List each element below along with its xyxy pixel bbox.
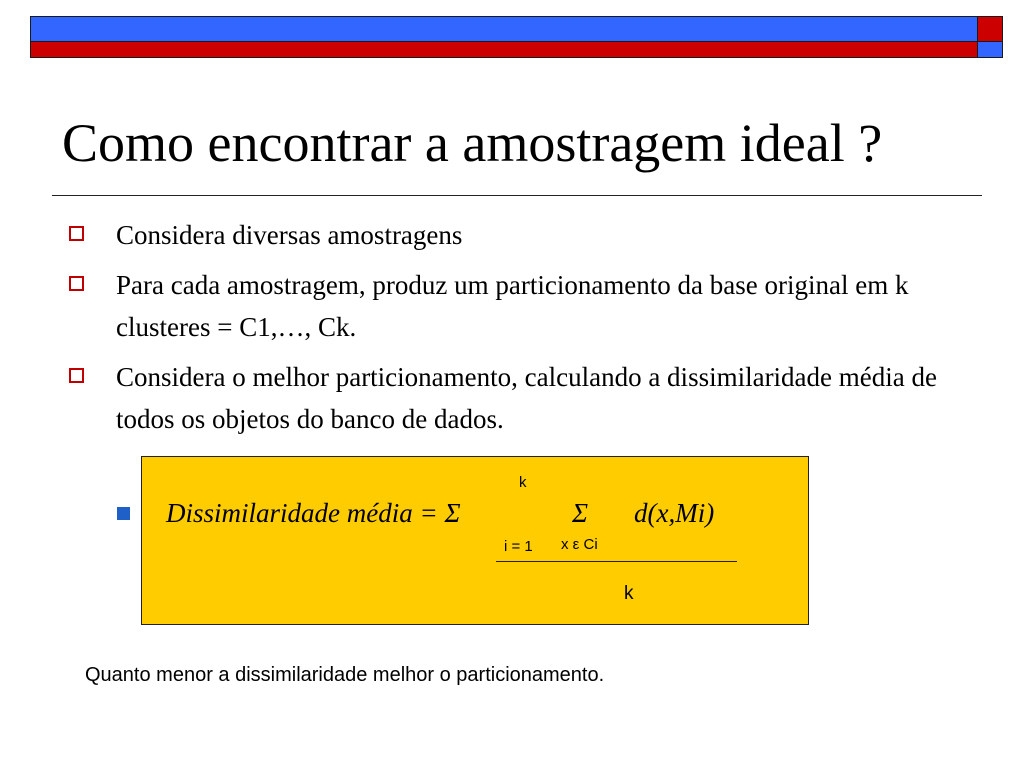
formula-inner-sigma: Σ <box>572 498 589 528</box>
filled-square-bullet-icon <box>117 507 130 520</box>
formula-upper-limit: k <box>519 474 527 491</box>
square-bullet-icon <box>69 226 84 241</box>
footnote-text: Quanto menor a dissimilaridade melhor o particionamento. <box>85 664 605 686</box>
header-corner-square-red <box>977 16 1003 42</box>
formula-box <box>141 456 809 625</box>
square-bullet-icon <box>69 276 84 291</box>
bullet-item <box>116 214 976 256</box>
title-divider <box>52 195 982 196</box>
header-bar-blue <box>30 16 978 42</box>
bullet-item <box>116 264 976 348</box>
bullet-text: Considera o melhor particionamento, calculando a dissimilaridade média de todos os objetos do banco de dados. <box>116 362 937 434</box>
square-bullet-icon <box>69 368 84 383</box>
formula-inner-index: x ε Ci <box>561 536 598 553</box>
formula-lower-limit: i = 1 <box>504 538 533 555</box>
slide-title: Como encontrar a amostragem ideal ? <box>62 113 883 173</box>
header-bar-red <box>30 41 978 58</box>
formula-lhs: Dissimilaridade média = Σ <box>166 498 461 528</box>
formula-term: d(x,Mi) <box>634 498 715 528</box>
formula-denominator: k <box>624 583 634 604</box>
bullet-text: Considera diversas amostragens <box>116 220 463 250</box>
bullet-item <box>116 356 976 440</box>
formula-fraction-bar <box>496 561 737 562</box>
bullet-text: Para cada amostragem, produz um particionamento da base original em k clusteres = C1,…, Ck. <box>116 270 909 342</box>
header-corner-square-blue <box>977 41 1003 58</box>
